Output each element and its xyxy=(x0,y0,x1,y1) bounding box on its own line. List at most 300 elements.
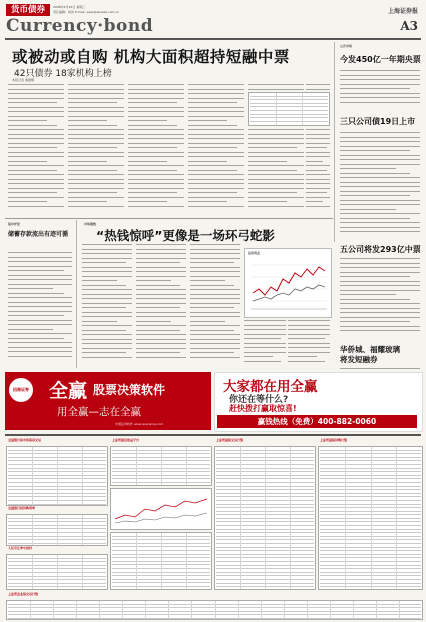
text-line xyxy=(190,316,240,317)
main-text-col1 xyxy=(8,84,64,214)
table-row xyxy=(250,121,328,122)
header-logo: 货币债券 xyxy=(6,4,50,16)
paper-name: 上海证券报 xyxy=(387,8,418,15)
text-line xyxy=(288,325,330,326)
text-line xyxy=(128,188,184,189)
text-line xyxy=(136,339,186,340)
text-line xyxy=(68,107,124,108)
text-line xyxy=(288,334,330,335)
text-line xyxy=(128,156,184,157)
table-title-6: 上证所国债回购行情 xyxy=(320,438,348,442)
text-line xyxy=(190,348,240,349)
text-line xyxy=(128,102,177,103)
text-line xyxy=(82,303,132,304)
text-line xyxy=(82,249,132,250)
ad-right-slogan: 赶快拨打赢取惊喜! xyxy=(229,404,297,413)
text-line xyxy=(190,325,240,326)
text-line xyxy=(306,147,327,148)
text-line xyxy=(188,201,227,202)
table-column-rule xyxy=(215,601,216,619)
table-column-rule xyxy=(32,555,33,589)
table-column-rule xyxy=(186,447,187,485)
text-line xyxy=(68,170,117,171)
ad-right-headline1: 大家都在用全赢 xyxy=(223,379,318,395)
text-line xyxy=(82,343,132,344)
text-line xyxy=(306,89,330,90)
text-line xyxy=(340,75,420,76)
text-line xyxy=(340,97,420,98)
table-column-rule xyxy=(82,555,83,589)
text-line xyxy=(248,84,304,85)
text-line xyxy=(340,294,396,295)
table-column-rule xyxy=(53,601,54,619)
text-line xyxy=(8,266,72,267)
text-line xyxy=(190,267,240,268)
table-column-rule xyxy=(191,601,192,619)
text-line xyxy=(136,244,186,245)
text-line xyxy=(188,188,244,189)
table-column-rule xyxy=(57,447,58,505)
text-line xyxy=(244,361,281,362)
table-row xyxy=(250,96,328,97)
mini-chart-svg xyxy=(111,489,211,529)
text-line xyxy=(82,334,132,335)
text-line xyxy=(68,165,124,166)
text-line xyxy=(190,312,240,313)
text-line xyxy=(188,152,244,153)
feature-text-col1 xyxy=(82,244,132,364)
table-3b xyxy=(110,532,212,590)
text-line xyxy=(136,276,186,277)
table-column-rule xyxy=(399,601,400,619)
text-line xyxy=(8,351,72,352)
text-line xyxy=(8,261,72,262)
ad-left[interactable] xyxy=(5,372,211,430)
text-line xyxy=(8,188,64,189)
text-line xyxy=(340,222,420,223)
text-line xyxy=(190,352,234,353)
ad-right-hotline: 赢钱热线（免费）400-882-0060 xyxy=(217,415,417,428)
text-line xyxy=(188,138,244,139)
text-line xyxy=(188,192,237,193)
text-line xyxy=(248,174,304,175)
text-line xyxy=(340,231,420,232)
text-line xyxy=(306,152,330,153)
text-line xyxy=(82,325,132,326)
text-line xyxy=(128,174,184,175)
text-line xyxy=(340,218,410,219)
table-5 xyxy=(6,554,108,590)
text-line xyxy=(128,89,184,90)
text-line xyxy=(8,102,57,103)
text-line xyxy=(82,267,132,268)
text-line xyxy=(82,352,126,353)
text-line xyxy=(136,253,186,254)
text-line xyxy=(340,137,420,138)
text-line xyxy=(136,325,186,326)
text-line xyxy=(136,321,171,322)
ad-left-brand: 招商证券 xyxy=(9,378,33,402)
table-column-rule xyxy=(168,601,169,619)
bottom-rule xyxy=(5,434,421,436)
text-line xyxy=(288,356,317,357)
table-column-rule xyxy=(136,447,137,485)
table-column-rule xyxy=(30,601,31,619)
text-line xyxy=(128,192,177,193)
table-row xyxy=(250,106,328,107)
text-line xyxy=(8,93,64,94)
text-line xyxy=(8,120,47,121)
text-line xyxy=(128,129,184,130)
text-line xyxy=(8,84,64,85)
text-line xyxy=(190,330,234,331)
text-line xyxy=(248,143,304,144)
text-line xyxy=(82,244,132,245)
text-line xyxy=(8,347,72,348)
text-line xyxy=(190,298,240,299)
text-line xyxy=(8,89,64,90)
left-headline: 储蓄存款流出有迹可循 xyxy=(8,231,69,238)
ad-right-headline2: 你还在等什么? xyxy=(229,395,289,405)
text-line xyxy=(82,285,126,286)
text-line xyxy=(306,156,330,157)
table-column-rule xyxy=(238,601,239,619)
text-line xyxy=(306,201,323,202)
text-line xyxy=(244,352,286,353)
text-line xyxy=(188,179,244,180)
text-line xyxy=(340,213,420,214)
table-column-rule xyxy=(240,447,241,589)
text-line xyxy=(68,156,124,157)
text-line xyxy=(82,289,132,290)
text-line xyxy=(340,258,420,259)
text-line xyxy=(8,329,53,330)
text-line xyxy=(188,129,244,130)
text-line xyxy=(8,320,72,321)
table-column-rule xyxy=(82,515,83,545)
text-line xyxy=(8,170,57,171)
text-line xyxy=(244,329,286,330)
text-line xyxy=(340,150,410,151)
text-line xyxy=(8,143,64,144)
text-line xyxy=(248,161,287,162)
divider-right xyxy=(334,42,335,242)
text-line xyxy=(190,258,240,259)
text-line xyxy=(136,343,186,344)
text-line xyxy=(8,125,57,126)
text-line xyxy=(244,320,286,321)
text-line xyxy=(340,159,420,160)
main-text-col4 xyxy=(188,84,244,214)
table-row xyxy=(250,99,328,100)
text-line xyxy=(340,186,420,187)
text-line xyxy=(136,280,171,281)
text-line xyxy=(244,338,281,339)
table-7 xyxy=(6,600,423,620)
divider-left xyxy=(76,220,77,368)
text-line xyxy=(128,161,167,162)
text-line xyxy=(82,280,117,281)
table-title-1: 全国银行间市场债券交易 xyxy=(8,438,42,442)
text-line xyxy=(188,134,244,135)
feature-text-col3 xyxy=(190,244,240,364)
feature-text-col2 xyxy=(136,244,186,364)
text-line xyxy=(340,173,410,174)
text-line xyxy=(68,120,107,121)
table-column-rule xyxy=(307,601,308,619)
text-line xyxy=(8,279,72,280)
text-line xyxy=(340,303,420,304)
text-line xyxy=(340,285,420,286)
side-headline-3: 五公司将发293亿中票 xyxy=(340,245,421,254)
text-line xyxy=(306,206,330,207)
text-line xyxy=(8,333,72,334)
text-line xyxy=(128,125,177,126)
text-line xyxy=(8,147,57,148)
text-line xyxy=(68,98,124,99)
section-title: Currency·bond xyxy=(6,16,154,36)
chart-label: 信用利差 xyxy=(248,251,261,255)
text-line xyxy=(136,352,180,353)
text-line xyxy=(190,280,225,281)
text-line xyxy=(190,253,240,254)
text-line xyxy=(190,343,240,344)
text-line xyxy=(136,312,186,313)
text-line xyxy=(340,326,420,327)
text-line xyxy=(8,134,64,135)
feature-headline: “热钱惊呼”更像是一场环弓蛇影 xyxy=(96,228,275,243)
text-line xyxy=(188,156,244,157)
text-line xyxy=(8,111,64,112)
text-line xyxy=(248,183,304,184)
table-column-rule xyxy=(284,601,285,619)
text-line xyxy=(68,179,124,180)
main-story-table xyxy=(248,92,330,126)
text-line xyxy=(68,89,124,90)
table-column-rule xyxy=(396,447,397,589)
text-line xyxy=(248,192,297,193)
text-line xyxy=(306,197,330,198)
text-line xyxy=(82,258,132,259)
text-line xyxy=(340,330,420,331)
table-column-rule xyxy=(330,601,331,619)
text-line xyxy=(248,197,304,198)
text-line xyxy=(340,195,410,196)
table-column-rule xyxy=(145,601,146,619)
table-row xyxy=(250,117,328,118)
text-line xyxy=(288,329,330,330)
text-line xyxy=(136,285,180,286)
text-line xyxy=(8,179,64,180)
text-line xyxy=(8,161,47,162)
text-line xyxy=(8,197,64,198)
text-line xyxy=(340,70,420,71)
editor-line: 责任编辑：杨伟 E-mail: ywei@ssnews.com.cn xyxy=(53,10,119,14)
text-line xyxy=(248,152,304,153)
text-line xyxy=(188,93,244,94)
table-title-4: 上证所国债交易行情 xyxy=(216,438,244,442)
text-line xyxy=(248,170,297,171)
text-line xyxy=(8,342,72,343)
text-line xyxy=(128,98,184,99)
table-column-rule xyxy=(186,533,187,589)
text-line xyxy=(340,155,420,156)
text-line xyxy=(248,129,304,130)
ad-left-footer: 中国证券软件 www.quanying.com xyxy=(115,422,164,426)
text-line xyxy=(190,334,240,335)
text-line xyxy=(188,206,244,207)
ad-left-headline2: 股票决策软件 xyxy=(93,383,166,397)
text-line xyxy=(188,111,244,112)
text-line xyxy=(68,188,124,189)
text-line xyxy=(340,164,420,165)
text-line xyxy=(340,146,420,147)
text-line xyxy=(306,188,330,189)
text-line xyxy=(82,307,126,308)
text-line xyxy=(188,174,244,175)
table-title-2: 全国银行间回购利率 xyxy=(8,506,36,510)
text-line xyxy=(248,156,304,157)
text-line xyxy=(8,315,64,316)
table-column-rule xyxy=(57,515,58,545)
text-line xyxy=(340,227,420,228)
text-line xyxy=(306,192,327,193)
text-line xyxy=(244,334,286,335)
text-line xyxy=(68,84,124,85)
text-line xyxy=(190,303,240,304)
text-line xyxy=(188,183,244,184)
text-line xyxy=(340,321,410,322)
text-line xyxy=(128,165,184,166)
text-line xyxy=(136,289,186,290)
text-line xyxy=(128,147,177,148)
text-line xyxy=(288,352,330,353)
table-column-rule xyxy=(32,447,33,505)
text-line xyxy=(248,147,297,148)
table-column-rule xyxy=(371,447,372,589)
table-3 xyxy=(110,446,212,486)
text-line xyxy=(8,152,64,153)
text-line xyxy=(68,152,124,153)
text-line xyxy=(128,134,184,135)
text-line xyxy=(288,338,325,339)
text-line xyxy=(306,143,330,144)
text-line xyxy=(288,347,330,348)
text-line xyxy=(8,165,64,166)
text-line xyxy=(136,298,186,299)
table-column-rule xyxy=(353,601,354,619)
table-title-7: 上证所企业债交易行情 xyxy=(8,592,39,596)
text-line xyxy=(82,271,132,272)
feature-text-col4 xyxy=(244,320,286,366)
side-text-1 xyxy=(340,70,420,110)
text-line xyxy=(340,308,420,309)
text-line xyxy=(8,107,64,108)
text-line xyxy=(136,307,180,308)
table-row xyxy=(250,114,328,115)
text-line xyxy=(188,89,244,90)
table-column-rule xyxy=(261,601,262,619)
text-line xyxy=(188,161,227,162)
text-line xyxy=(8,138,64,139)
left-text xyxy=(8,252,72,364)
text-line xyxy=(68,125,117,126)
text-line xyxy=(248,206,304,207)
text-line xyxy=(248,134,304,135)
table-column-rule xyxy=(99,601,100,619)
page-code: A3 xyxy=(400,19,418,33)
text-line xyxy=(128,206,184,207)
text-line xyxy=(68,102,117,103)
text-line xyxy=(306,179,330,180)
main-headline: 或被动或自购 机构大面积超持短融中票 xyxy=(12,48,290,66)
text-line xyxy=(68,147,117,148)
text-line xyxy=(82,294,132,295)
text-line xyxy=(248,89,304,90)
text-line xyxy=(82,253,132,254)
main-byline: 本报记者 秦媛娜 xyxy=(12,78,34,82)
table-6 xyxy=(318,446,423,590)
ad-right[interactable] xyxy=(214,372,423,432)
text-line xyxy=(188,116,244,117)
text-line xyxy=(190,289,240,290)
main-subhead: 42只债券 18家机构上榜 xyxy=(14,69,112,79)
text-line xyxy=(190,294,240,295)
text-line xyxy=(8,275,72,276)
side-headline-2: 三只公司债19日上市 xyxy=(340,117,416,126)
table-1 xyxy=(6,446,108,506)
text-line xyxy=(340,204,420,205)
text-line xyxy=(128,170,177,171)
text-line xyxy=(306,183,330,184)
text-line xyxy=(136,316,186,317)
table-column-rule xyxy=(376,601,377,619)
main-text-col2 xyxy=(68,84,124,214)
table-row xyxy=(250,103,328,104)
text-line xyxy=(306,84,330,85)
chart-line-grey xyxy=(253,285,325,301)
text-line xyxy=(306,134,330,135)
text-line xyxy=(340,267,420,268)
table-column-rule xyxy=(265,447,266,589)
text-line xyxy=(68,134,124,135)
text-line xyxy=(190,321,225,322)
ad-left-slogan: 用全赢—志在全赢 xyxy=(57,406,141,418)
feature-label: 市场观察 xyxy=(84,222,97,226)
text-line xyxy=(340,191,420,192)
text-line xyxy=(340,79,420,80)
text-line xyxy=(306,174,330,175)
text-line xyxy=(340,182,420,183)
text-line xyxy=(68,129,124,130)
text-line xyxy=(190,357,240,358)
text-line xyxy=(306,138,330,139)
text-line xyxy=(136,271,186,272)
text-line xyxy=(8,297,72,298)
text-line xyxy=(82,348,132,349)
text-line xyxy=(136,262,180,263)
chart-svg xyxy=(245,249,331,317)
feature-text-col5 xyxy=(288,320,330,366)
text-line xyxy=(188,120,227,121)
table-column-rule xyxy=(345,447,346,589)
text-line xyxy=(244,347,286,348)
table-4 xyxy=(214,446,316,590)
text-line xyxy=(8,174,64,175)
text-line xyxy=(8,183,64,184)
text-line xyxy=(68,138,124,139)
header-rule xyxy=(5,38,421,40)
